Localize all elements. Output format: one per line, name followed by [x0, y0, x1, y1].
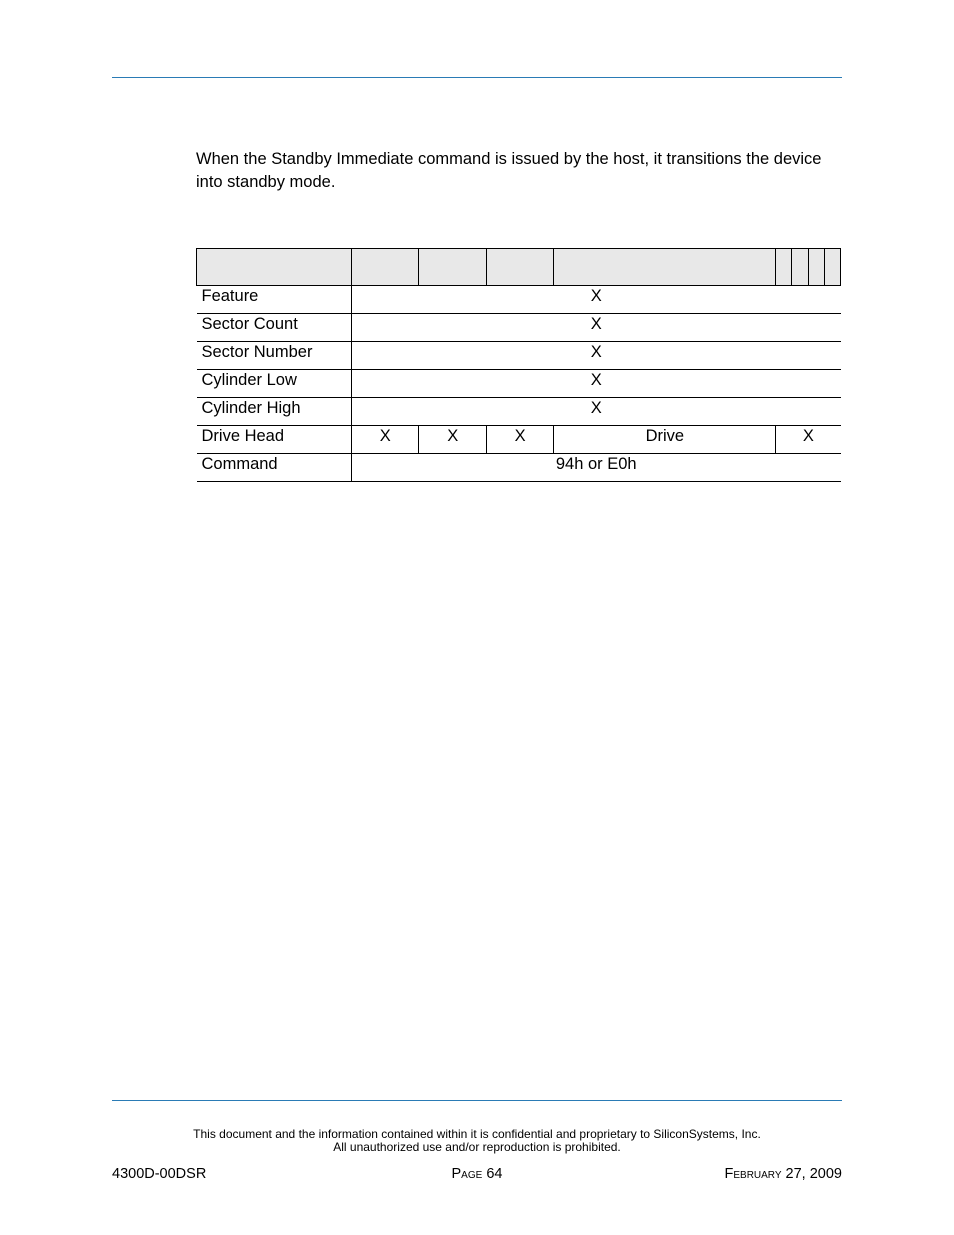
header-cell — [486, 249, 553, 286]
table-row — [197, 314, 841, 342]
command-value: 94h or E0h — [352, 454, 841, 482]
doc-number: 4300D-00DSR — [112, 1166, 207, 1182]
drive-head-row — [197, 426, 841, 454]
row-value: X — [352, 314, 841, 342]
row-label: Sector Number — [197, 342, 352, 370]
low-bits-cell: X — [776, 426, 841, 454]
header-cell — [808, 249, 824, 286]
row-label: Cylinder Low — [197, 370, 352, 398]
confidentiality-notice — [112, 1128, 842, 1154]
header-cell — [197, 249, 352, 286]
command-row — [197, 454, 841, 482]
notice-line-2: All unauthorized use and/or reproduction is prohibited. — [333, 1140, 621, 1154]
table-row — [197, 286, 841, 314]
header-cell — [554, 249, 776, 286]
header-cell — [792, 249, 808, 286]
bit5-cell: X — [486, 426, 553, 454]
bit7-cell: X — [352, 426, 419, 454]
page-number: Page 64 — [451, 1166, 503, 1182]
body-paragraph: When the Standby Immediate command is issued by the host, it transitions the device into standby mode. — [196, 150, 822, 191]
table-row — [197, 398, 841, 426]
row-value: X — [352, 286, 841, 314]
register-table — [196, 248, 841, 482]
bit4-drive-cell: Drive — [554, 426, 776, 454]
footer-rule — [112, 1100, 842, 1101]
row-value: X — [352, 342, 841, 370]
notice-line-1: This document and the information contained within it is confidential and proprietary to SiliconSystems, Inc. — [193, 1127, 761, 1141]
header-cell — [419, 249, 486, 286]
row-label: Drive Head — [197, 426, 352, 454]
row-label: Cylinder High — [197, 398, 352, 426]
row-label: Command — [197, 454, 352, 482]
header-cell — [824, 249, 840, 286]
row-label: Sector Count — [197, 314, 352, 342]
header-cell — [776, 249, 792, 286]
row-value: X — [352, 398, 841, 426]
row-value: X — [352, 370, 841, 398]
table-row — [197, 370, 841, 398]
header-rule — [112, 77, 842, 78]
table-header-row — [197, 249, 841, 286]
table-row — [197, 342, 841, 370]
row-label: Feature — [197, 286, 352, 314]
bit6-cell: X — [419, 426, 486, 454]
header-cell — [352, 249, 419, 286]
doc-date: February 27, 2009 — [724, 1166, 842, 1182]
